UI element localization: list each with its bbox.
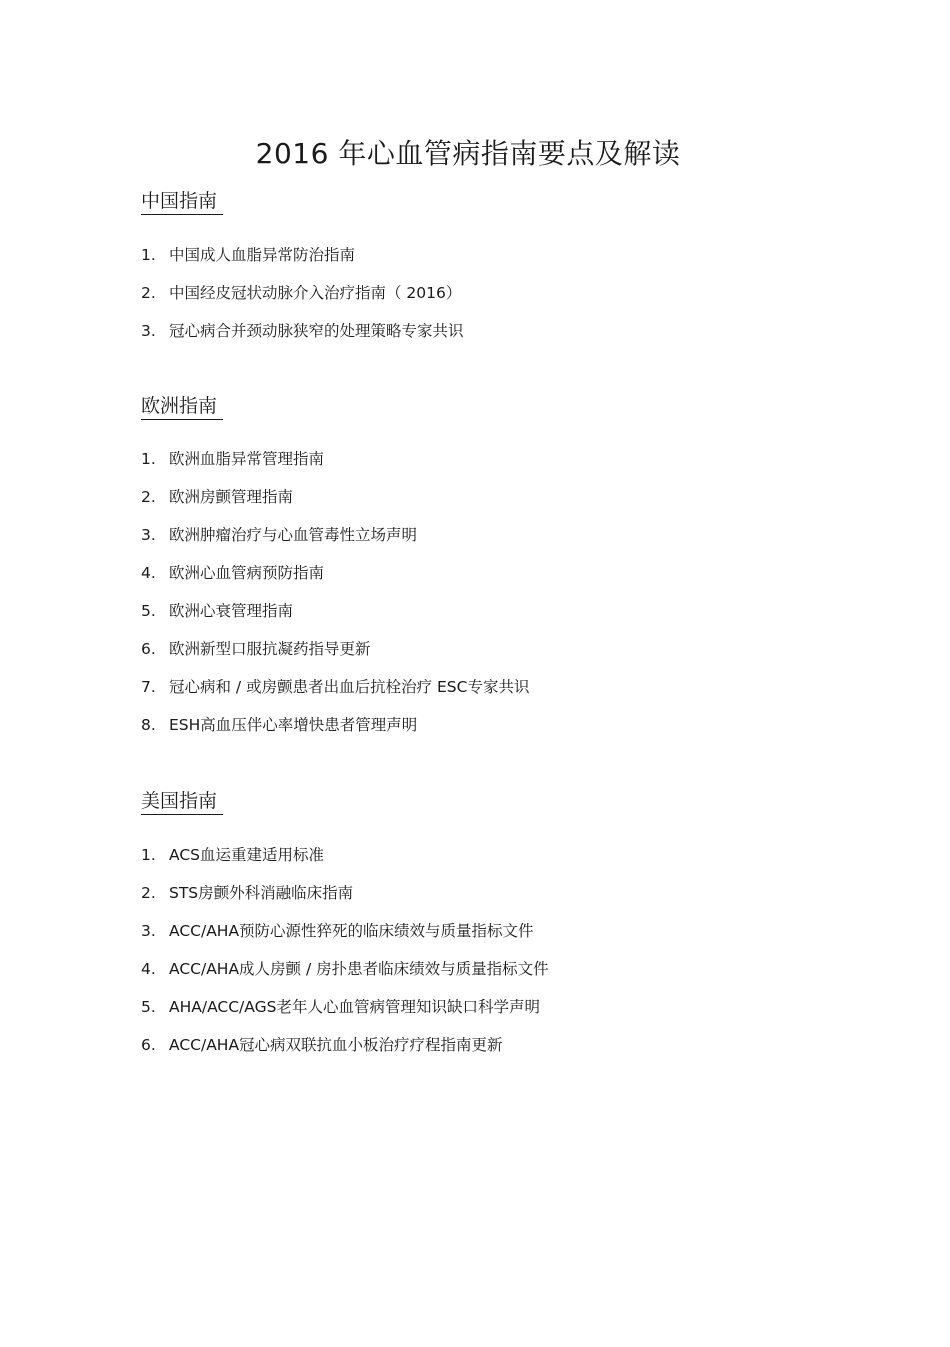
list-item	[141, 883, 841, 921]
item-text: ACS血运重建适用标准	[169, 846, 324, 864]
list-item	[141, 525, 841, 563]
section-usa-guidelines	[141, 788, 841, 1073]
list-item	[141, 245, 841, 283]
list-item	[141, 321, 841, 359]
item-number: 3.	[141, 322, 156, 340]
item-number: 5.	[141, 998, 156, 1016]
item-text: ACC/AHA成人房颤 / 房扑患者临床绩效与质量指标文件	[169, 960, 549, 978]
item-number: 2.	[141, 884, 156, 902]
list-item	[141, 1035, 841, 1073]
item-text: 欧洲新型口服抗凝药指导更新	[169, 640, 371, 658]
item-text: 中国经皮冠状动脉介入治疗指南（ 2016）	[169, 284, 462, 302]
item-number: 1.	[141, 246, 156, 264]
item-text: ACC/AHA预防心源性猝死的临床绩效与质量指标文件	[169, 922, 534, 940]
item-number: 3.	[141, 922, 156, 940]
item-number: 8.	[141, 716, 156, 734]
item-text: 冠心病合并颈动脉狭窄的处理策略专家共识	[169, 322, 464, 340]
item-text: 中国成人血脂异常防治指南	[169, 246, 356, 264]
list-item	[141, 563, 841, 601]
document-title: 2016 年心血管病指南要点及解读	[255, 137, 681, 170]
item-number: 6.	[141, 640, 156, 658]
item-text: 欧洲心血管病预防指南	[169, 564, 325, 582]
section-heading: 中国指南	[141, 188, 223, 215]
item-text: ESH高血压伴心率增快患者管理声明	[169, 716, 418, 734]
guideline-list	[141, 245, 841, 359]
item-text: AHA/ACC/AGS老年人心血管病管理知识缺口科学声明	[169, 998, 540, 1016]
item-number: 2.	[141, 284, 156, 302]
list-item	[141, 677, 841, 715]
list-item	[141, 487, 841, 525]
item-number: 5.	[141, 602, 156, 620]
item-number: 2.	[141, 488, 156, 506]
list-item	[141, 997, 841, 1035]
item-text: ACC/AHA冠心病双联抗血小板治疗疗程指南更新	[169, 1036, 503, 1054]
item-number: 3.	[141, 526, 156, 544]
item-number: 4.	[141, 960, 156, 978]
item-number: 1.	[141, 450, 156, 468]
item-text: 欧洲肿瘤治疗与心血管毒性立场声明	[169, 526, 418, 544]
list-item	[141, 959, 841, 997]
guideline-list	[141, 845, 841, 1073]
guideline-list	[141, 449, 841, 753]
section-china-guidelines	[141, 188, 841, 359]
item-text: 欧洲房颤管理指南	[169, 488, 294, 506]
item-text: 欧洲血脂异常管理指南	[169, 450, 325, 468]
item-text: 欧洲心衰管理指南	[169, 602, 294, 620]
section-heading: 欧洲指南	[141, 393, 223, 420]
item-number: 6.	[141, 1036, 156, 1054]
list-item	[141, 601, 841, 639]
item-number: 1.	[141, 846, 156, 864]
item-number: 4.	[141, 564, 156, 582]
list-item	[141, 283, 841, 321]
section-heading: 美国指南	[141, 788, 223, 815]
list-item	[141, 449, 841, 487]
item-number: 7.	[141, 678, 156, 696]
section-europe-guidelines	[141, 393, 841, 753]
item-text: 冠心病和 / 或房颤患者出血后抗栓治疗 ESC专家共识	[169, 678, 530, 696]
list-item	[141, 921, 841, 959]
list-item	[141, 715, 841, 753]
list-item	[141, 845, 841, 883]
item-text: STS房颤外科消融临床指南	[169, 884, 354, 902]
list-item	[141, 639, 841, 677]
